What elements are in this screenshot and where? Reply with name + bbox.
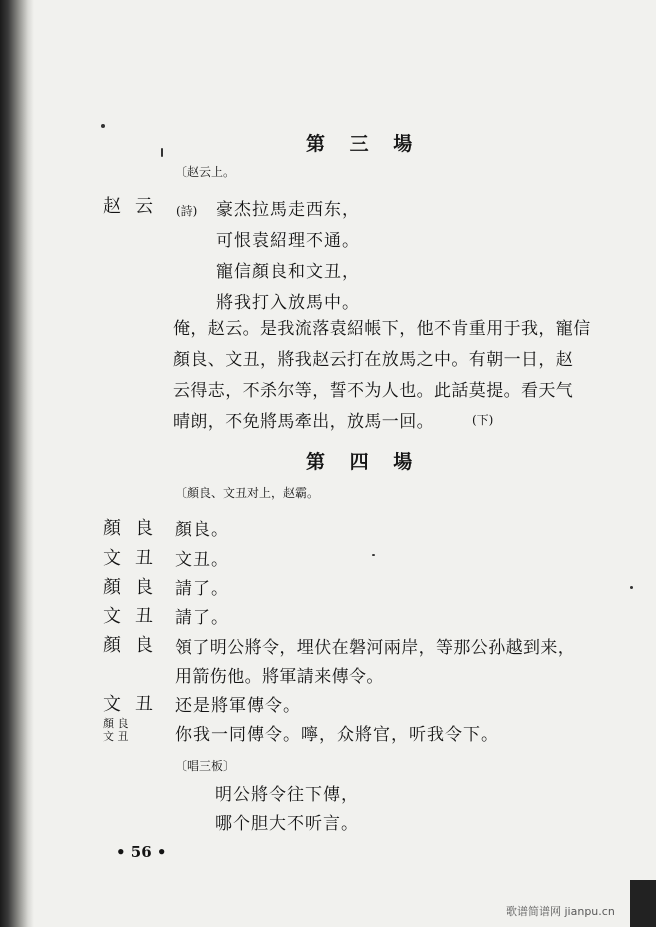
scene3-stage-direction: 〔赵云上。 — [175, 165, 236, 179]
scan-corner-shadow — [630, 880, 656, 927]
exit-mark: (下) — [472, 413, 494, 427]
site-watermark: 歌谱简谱网 jianpu.cn — [506, 905, 615, 918]
dialogue-line: 顏良。 — [175, 520, 229, 540]
ink-speck — [101, 124, 105, 128]
ink-speck — [161, 148, 163, 157]
prose-line: 顏良、文丑，將我赵云打在放馬之中。有朝一日，赵 — [173, 350, 574, 370]
ink-speck — [630, 586, 633, 589]
scene4-title: 第 四 場 — [306, 451, 422, 473]
prose-line: 晴朗，不免將馬牽出，放馬一回。 — [173, 412, 434, 432]
dialogue-line: 請了。 — [175, 579, 229, 599]
dialogue-line: 文丑。 — [175, 550, 229, 570]
scan-binding-shadow — [0, 0, 34, 927]
page-number: • 56 • — [116, 843, 167, 861]
speaker-zhao-yun: 赵云 — [103, 196, 167, 217]
verse-mark: (詩) — [176, 204, 198, 218]
speaker-yan-liang: 顏良 — [103, 635, 167, 656]
sing-mark: 〔唱三板〕 — [175, 759, 236, 773]
scene4-stage-direction: 〔顏良、文丑对上，赵霸。 — [175, 486, 320, 500]
speaker-wen-chou: 文丑 — [103, 694, 167, 715]
speaker-wen-chou: 文丑 — [103, 606, 167, 627]
verse-line: 寵信顏良和文丑， — [216, 262, 360, 282]
sung-line: 明公將令往下傳， — [215, 785, 359, 805]
speaker-wen-chou: 文丑 — [103, 548, 167, 569]
speaker-yan-liang: 顏良 — [103, 577, 167, 598]
prose-line: 俺，赵云。是我流落袁紹帳下，他不肯重用于我，寵信 — [173, 319, 591, 339]
dialogue-line-continued: 用箭伤他。將軍請来傳令。 — [175, 667, 384, 687]
sung-line: 哪个胆大不听言。 — [215, 814, 359, 834]
speaker-yan-liang: 顏良 — [103, 518, 167, 539]
dialogue-line: 还是將軍傳令。 — [175, 696, 301, 716]
verse-line: 將我打入放馬中。 — [216, 293, 360, 313]
joint-speaker-bottom: 文 丑 — [103, 730, 129, 743]
scene3-title: 第 三 場 — [306, 133, 422, 155]
prose-line: 云得志，不杀尔等，誓不为人也。此話莫提。看天气 — [173, 381, 574, 401]
verse-line: 可恨袁紹理不通。 — [216, 231, 360, 251]
joint-line: 你我一同傳令。嚀，众將官，听我令下。 — [175, 725, 499, 745]
dialogue-line: 領了明公將令，埋伏在磐河兩岸，等那公孙越到来， — [175, 638, 576, 658]
verse-line: 豪杰拉馬走西东， — [216, 200, 360, 220]
joint-speaker-top: 顏 良 — [103, 717, 129, 730]
dialogue-line: 請了。 — [175, 608, 229, 628]
ink-speck — [372, 554, 375, 556]
